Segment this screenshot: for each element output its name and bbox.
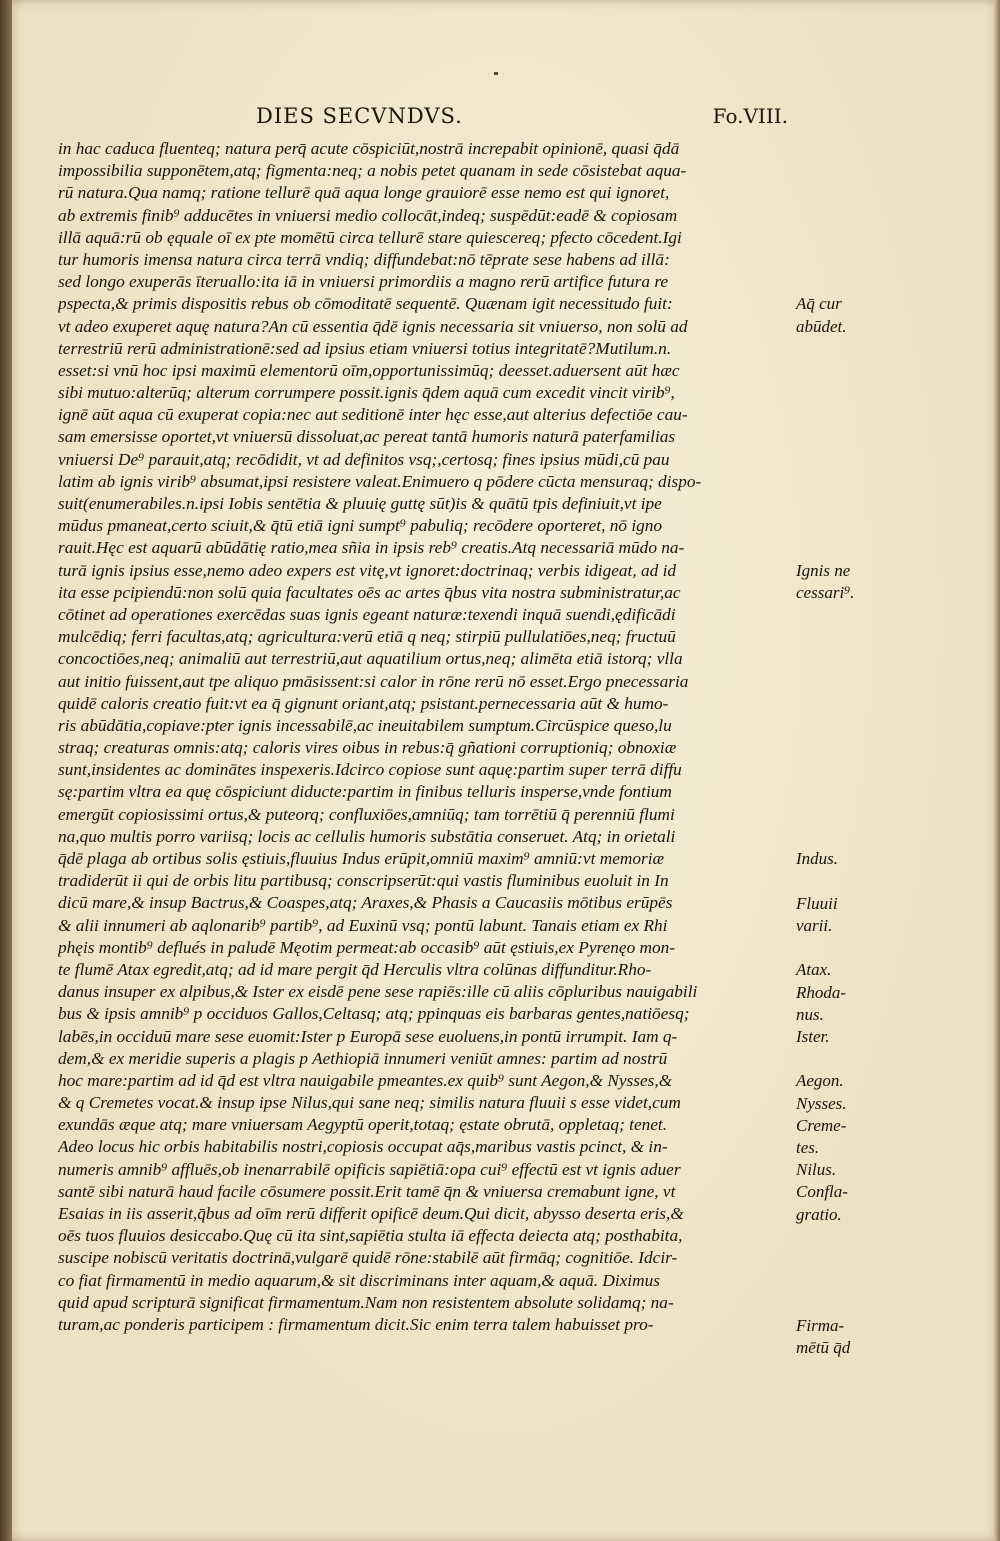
text-line: q̄dē plaga ab ortibus solis ęstiuis,fluuius Indus erūpit,omniū maxim⁹ amniū:vt memoriæ: [58, 849, 665, 868]
text-line: esset:si vnū hoc ipsi maximū elementorū oīm,opportunissimūq; deesset.aduersent aūt hæc: [58, 360, 680, 380]
margin-note: cessari⁹.: [796, 583, 855, 602]
text-line: turam,ac ponderis participem : firmamentum dicit.Sic enim terra talem habuisset pro-: [58, 1314, 654, 1334]
body-text-column: [58, 138, 793, 1336]
text-line: suscipe nobiscū veritatis doctrinā,vulgarē quidē rōne:stabilē aūt firmāq; cognitiōe. Idcir-: [58, 1248, 678, 1268]
text-line: ignē aūt aqua cū exuperat copia:nec aut seditionē inter hęc esse,aut alterius defectiōe cau-: [58, 405, 688, 425]
text-line: exundās æque atq; mare vniuersam Aegyptū operit,totaq; ęstate obrutā, oppletaq; tenet.: [58, 1115, 668, 1135]
text-line: aut initio fuissent,aut tpe aliquo pmāsissent:si calor in rōne rerū nō esset.Ergo pnecessaria: [58, 671, 689, 691]
margin-note: nus.: [796, 1004, 824, 1024]
text-line: straq; creaturas omnis:atq; caloris vires oibus in rebus:q̄ gñationi corruptioniq; obnoxiæ: [58, 738, 677, 758]
text-line: illā aquā:rū ob ęquale oī ex pte momētū circa tellurē stare quiescereq; pfecto cōcedent.Igi: [58, 227, 682, 247]
text-line: danus insuper ex alpibus,& Ister ex eisdē pene sese rapiēs:ille cū aliis cōpluribus nauigabili: [58, 982, 698, 1002]
text-line: co fiat firmamentū in medio aquarum,& sit discriminans inter aquam,& aquā. Diximus: [58, 1270, 660, 1290]
text-line: sunt,insidentes ac dominātes inspexeris.Idcirco copiose sunt aquę:partim super terrā diffu: [58, 760, 682, 780]
text-line: & q Cremetes vocat.& insup ipse Nilus,qui sane neq; similis natura fluuii s esse videt,cum: [58, 1093, 681, 1113]
text-line: concoctiōes,neq; animaliū aut terrestriū,aut aquatilium ortus,neq; alimēta etiā istorq; vlla: [58, 649, 683, 669]
margin-note: Fluuii: [796, 893, 838, 913]
text-line: hoc mare:partim ad id q̄d est vltra nauigabile pmeantes.ex quib⁹ sunt Aegon,& Nysses,&: [58, 1070, 673, 1090]
text-line: terrestriū rerū administrationē:sed ad ipsius etiam vniuersi totius integritatē?Mutilum.n.: [58, 338, 672, 358]
text-line: ita esse pcipiendū:non solū quia facultates oēs ac artes q̄bus vita nostra subministratur,ac: [58, 582, 681, 602]
text-line: dem,& ex meridie superis a plagis p Aethiopiā innumeri veniūt amnes: partim ad nostrū: [58, 1048, 668, 1068]
text-line: vt adeo exuperet aquę natura?An cū essentia q̄dē ignis necessaria sit vniuerso, non solū ad: [58, 316, 688, 336]
margin-note: varii.: [796, 916, 833, 935]
text-line: impossibilia supponētem,atq; figmenta:neq; a nobis petet quanam in sede cōsistebat aqua-: [58, 161, 687, 181]
text-line: suit(enumerabiles.n.ipsi Iobis sentētia & pluuię guttę sūt)is & quātū tpis definiuit,vt ipe: [58, 494, 662, 513]
margin-note: Ister.: [796, 1027, 830, 1046]
text-line: Esaias in iis asserit,q̄bus ad oīm rerū differit opificē deum.Qui dicit, abysso deserta eris,&: [58, 1204, 684, 1223]
text-line: tradiderūt ii qui de orbis litu partibusq; conscripserūt:qui vastis fluminibus euoluit in In: [58, 871, 669, 891]
book-spine-shadow: [0, 0, 12, 1541]
text-line: mulcēdiq; ferri facultas,atq; agricultura:verū etiā q neq; stirpiū pullulatiōes,neq; fructuū: [58, 627, 676, 647]
text-line: rū natura.Qua namq; ratione tellurē quā aqua longe grauiorē esse nemo est qui ignoret,: [58, 183, 670, 203]
text-line: vniuersi De⁹ parauit,atq; recōdidit, vt ad definitos vsq;,certosq; fines ipsius mūdi,cū pau: [58, 449, 670, 469]
text-line: rauit.Hęc est aquarū abūdātię ratio,mea sñia in ipsis reb⁹ creatis.Atq necessariā mūdo na-: [58, 538, 685, 558]
folio-number: Fo.VIII.: [712, 104, 788, 128]
text-line: oēs tuos fluuios desiccabo.Quę cū ita sint,sapiētia stulta iā effecta deiecta atq; posthabita,: [58, 1226, 683, 1246]
margin-note: Aegon.: [796, 1071, 844, 1091]
margin-note: gratio.: [796, 1204, 842, 1224]
text-line: te flumē Atax egredit,atq; ad id mare pergit q̄d Herculis vltra colūnas diffunditur.Rho-: [58, 959, 652, 979]
text-line: bus & ipsis amnib⁹ p occiduos Gallos,Celtasq; atq; ppinquas eis barbaras gentes,natiōesq;: [58, 1004, 690, 1024]
text-line: ab extremis finib⁹ adducētes in vniuersi medio collocāt,indeq; suspēdūt:eadē & copiosam: [58, 205, 678, 225]
margin-note: Ignis ne: [796, 560, 851, 580]
margin-note: Firma-: [796, 1315, 845, 1335]
margin-note: Indus.: [796, 849, 839, 869]
text-line: turā ignis ipsius esse,nemo adeo expers est vitę,vt ignoret:doctrinaq; verbis idigeat, ad id: [58, 560, 677, 580]
text-line: ris abūdātia,copiave:pter ignis incessabilē,ac ineuitabilem sumptum.Circūspice queso,lu: [58, 715, 672, 735]
margin-note: mētū q̄d: [796, 1337, 851, 1357]
margin-note: tes.: [796, 1138, 820, 1157]
margin-note: Rhoda-: [796, 982, 847, 1002]
ink-speck: [494, 72, 498, 75]
text-line: mūdus pmaneat,certo sciuit,& q̄tū etiā igni sumpt⁹ pabuliq; recōdere oporteret, nō igno: [58, 516, 663, 536]
text-line: sed longo exuperās īteruallo:ita iā in vniuersi primordiis a magno rerū artifice futura re: [58, 272, 669, 292]
text-line: dicū mare,& insup Bactrus,& Coaspes,atq; Araxes,& Phasis a Caucasiis mōtibus erūpēs: [58, 893, 673, 913]
page-header: [60, 104, 788, 134]
text-line: pspecta,& primis dispositis rebus ob cōmoditatē sequentē. Quænam igit necessitudo fuit:: [58, 294, 673, 314]
text-line: in hac caduca fluenteq; natura perq̄ acute cōspiciūt,nostrā increpabit opinionē, quasi q̄dā: [58, 139, 680, 158]
text-line: sam emersisse oportet,vt vniuersū dissoluat,ac pereat tantā humoris naturā paterfamilias: [58, 427, 676, 447]
page-edge: [994, 0, 1000, 1541]
text-line: emergūt copiosissimi ortus,& puteorq; confluxiōes,amniūq; tam torrētiū q̄ perenniū flumi: [58, 804, 675, 824]
text-line: numeris amnib⁹ affluēs,ob inenarrabilē opificis sapiētiā:opa cui⁹ effectū est vt ignis aduer: [58, 1159, 681, 1179]
text-line: Adeo locus hic orbis habitabilis nostri,copiosis occupat aq̄s,maribus vastis pcinct, & in-: [58, 1137, 668, 1157]
margin-note: Atax.: [796, 960, 832, 980]
margin-note: Nysses.: [796, 1093, 847, 1113]
margin-note: Confla-: [796, 1182, 848, 1202]
text-line: & alii innumeri ab aqlonarib⁹ partib⁹, ad Euxinū vsq; pontū labunt. Tanais etiam ex Rhi: [58, 915, 668, 935]
text-line: quid apud scripturā significat firmamentum.Nam non resistentem absolute solidamq; na-: [58, 1292, 674, 1312]
margin-note: Creme-: [796, 1115, 847, 1135]
running-head: DIES SECVNDVS.: [256, 104, 463, 128]
margin-note: Nilus.: [796, 1160, 837, 1180]
text-line: labēs,in occiduū mare sese euomit:Ister p Europā sese euoluens,in pontū irrumpit. Iam q-: [58, 1026, 678, 1046]
text-line: sibi mutuo:alterūq; alterum corrumpere possit.ignis q̄dem aquā cum excedit vincit virib⁹,: [58, 383, 675, 403]
text-line: quidē caloris creatio fuit:vt ea q̄ gignunt oriant,atq; psistant.pernecessaria aūt & humo-: [58, 693, 669, 713]
text-line: santē sibi naturā haud facile cōsumere possit.Erit tamē q̄n & vniuersa cremabunt igne, vt: [58, 1181, 676, 1201]
text-line: na,quo multis porro variisq; locis ac cellulis humoris substātia conseruet. Atq; in orietali: [58, 826, 676, 846]
margin-note: abūdet.: [796, 316, 847, 336]
text-line: sę:partim vltra ea quę cōspiciunt diducte:partim in finibus telluris insperse,vnde fontium: [58, 782, 672, 802]
margin-note: Aq̄ cur: [796, 294, 842, 314]
text-line: latim ab ignis virib⁹ absumat,ipsi resistere valeat.Enimuero q pōdere cūcta mensuraq; dispo-: [58, 471, 702, 491]
text-line: cōtinet ad operationes exercēdas suas ignis egeant naturæ:texendi inquā suendi,ędificādi: [58, 604, 676, 624]
text-line: tur humoris imensa natura circa terrā vndiq; diffundebat:nō tēprate sese habens ad illā:: [58, 249, 670, 269]
text-line: phęis montib⁹ deflués in paludē Męotim permeat:ab occasib⁹ aūt ęstiuis,ex Pyrenęo mon-: [58, 937, 676, 957]
